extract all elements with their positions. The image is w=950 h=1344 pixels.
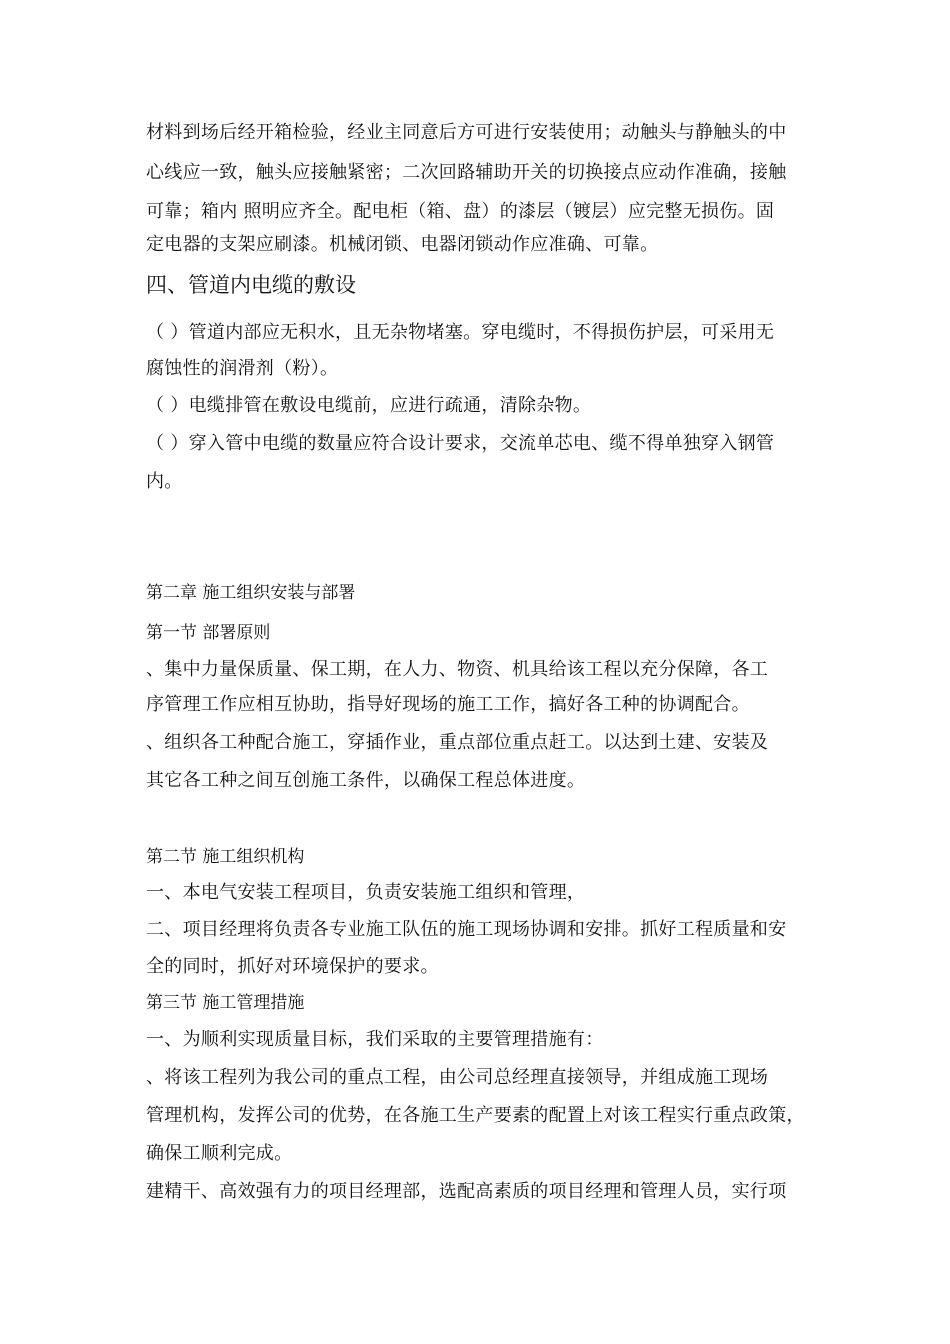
paragraph-line: 一、为顺利实现质量目标，我们采取的主要管理措施有： (146, 1029, 604, 1050)
paragraph-line: 腐蚀性的润滑剂（粉）。 (146, 358, 339, 379)
paragraph-line: 管理机构，发挥公司的优势，在各施工生产要素的配置上对该工程实行重点政策， (146, 1105, 805, 1126)
paragraph-line: 内。 (146, 471, 183, 492)
paragraph-line: （ ）管道内部应无积水，且无杂物堵塞。穿电缆时，不得损伤护层，可采用无 (146, 322, 775, 343)
paragraph-line: 其它各工种之间互创施工条件，以确保工程总体进度。 (146, 770, 586, 791)
paragraph-line: 全的同时，抓好对环境保护的要求。 (146, 956, 439, 977)
paragraph-line: （ ）穿入管中电缆的数量应符合设计要求，交流单芯电、缆不得单独穿入钢管 (146, 433, 775, 454)
paragraph-line: 一、本电气安装工程项目，负责安装施工组织和管理， (146, 882, 586, 903)
paragraph-line: 心线应一致，触头应接触紧密；二次回路辅助开关的切换接点应动作准确，接触 (146, 162, 787, 183)
paragraph-line: 可靠；箱内 照明应齐全。配电柜（箱、盘）的漆层（镀层）应完整无损伤。固 (146, 201, 775, 222)
paragraph-line: 、将该工程列为我公司的重点工程，由公司总经理直接领导，并组成施工现场 (146, 1067, 769, 1088)
paragraph-line: 建精干、高效强有力的项目经理部，选配高素质的项目经理和管理人员，实行项 (146, 1181, 787, 1202)
chapter-title: 第二章 施工组织安装与部署 (146, 583, 356, 603)
paragraph-line: （ ）电缆排管在敷设电缆前，应进行疏通，清除杂物。 (146, 395, 592, 416)
section-heading: 四、管道内电缆的敷设 (146, 273, 356, 297)
section-title: 第二节 施工组织机构 (146, 847, 305, 867)
paragraph-line: 序管理工作应相互协助，指导好现场的施工工作，搞好各工种的协调配合。 (146, 694, 750, 715)
paragraph-line: 二、项目经理将负责各专业施工队伍的施工现场协调和安排。抓好工程质量和安 (146, 919, 787, 940)
paragraph-line: 、组织各工种配合施工，穿插作业，重点部位重点赶工。以达到土建、安装及 (146, 732, 769, 753)
paragraph-line: 、集中力量保质量、保工期，在人力、物资、机具给该工程以充分保障，各工 (146, 659, 769, 680)
paragraph-line: 材料到场后经开箱检验，经业主同意后方可进行安装使用；动触头与静触头的中 (146, 122, 787, 143)
paragraph-line: 定电器的支架应刷漆。机械闭锁、电器闭锁动作应准确、可靠。 (146, 234, 659, 255)
section-title: 第一节 部署原则 (146, 623, 271, 643)
paragraph-line: 确保工顺利完成。 (146, 1143, 293, 1164)
section-title: 第三节 施工管理措施 (146, 993, 305, 1013)
